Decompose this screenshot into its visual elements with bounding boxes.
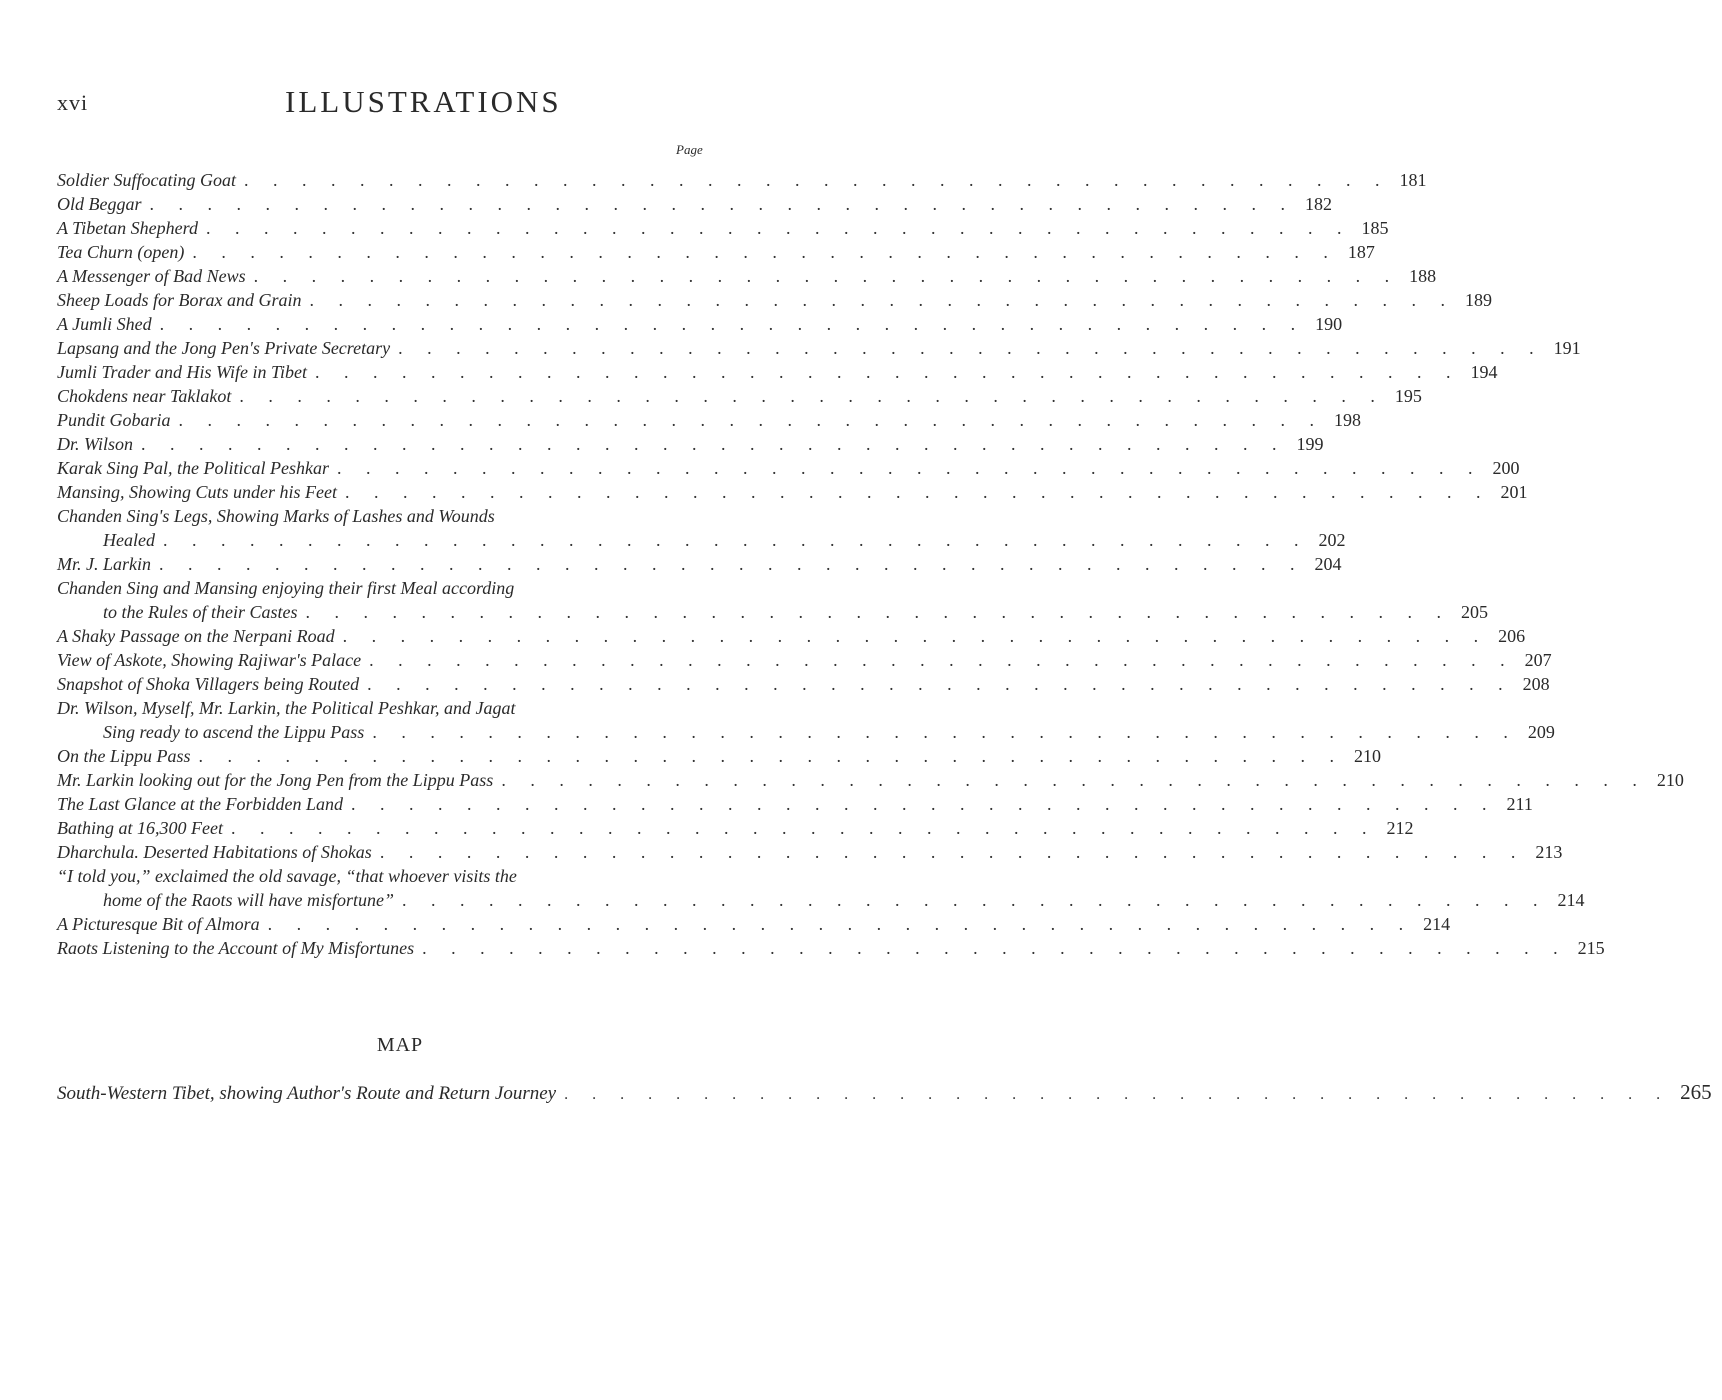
dot-leader: . . . . . . . . . . . . . . . . . . . . . . . . . . . . . . . . . . . . . . . . <box>305 602 1451 622</box>
illustration-page-number: 185 <box>1361 218 1389 238</box>
entry-line <box>57 336 1581 360</box>
illustration-page-number: 209 <box>1527 722 1555 742</box>
illustration-caption: Karak Sing Pal, the Political Peshkar <box>57 458 329 478</box>
illustration-list <box>57 168 1684 960</box>
dot-leader: . . . . . . . . . . . . . . . . . . . . . . . . . . . . . . . . . . . . . . . . <box>564 1086 1671 1103</box>
illustration-caption: Chanden Sing's Legs, Showing Marks of Lashes and Wounds <box>57 506 495 526</box>
illustration-caption: Dr. Wilson <box>57 434 134 454</box>
entry-line <box>57 288 1492 312</box>
entry-line <box>57 768 1684 792</box>
illustration-caption: Sing ready to ascend the Lippu Pass <box>103 722 365 742</box>
entry-line <box>57 936 1605 960</box>
illustration-caption: Bathing at 16,300 Feet <box>57 818 223 838</box>
illustration-caption: On the Lippu Pass <box>57 746 191 766</box>
illustration-caption: Dharchula. Deserted Habitations of Shokas <box>57 842 372 862</box>
dot-leader: . . . . . . . . . . . . . . . . . . . . . . . . . . . . . . . . . . . . . . . . <box>178 410 1325 430</box>
entry-line <box>57 648 1552 672</box>
dot-leader: . . . . . . . . . . . . . . . . . . . . . . . . . . . . . . . . . . . . . . . . <box>198 746 1345 766</box>
list-item <box>57 768 1684 792</box>
entry-line <box>57 432 1324 456</box>
list-item <box>57 168 1427 192</box>
list-item <box>57 216 1389 240</box>
illustration-caption: A Messenger of Bad News <box>57 266 246 286</box>
illustration-caption: A Jumli Shed <box>57 314 152 334</box>
illustration-page-number: 201 <box>1500 482 1528 502</box>
illustration-page-number: 194 <box>1470 362 1498 382</box>
illustration-page-number: 210 <box>1656 770 1684 790</box>
entry-line <box>57 168 1427 192</box>
entry-line <box>57 312 1343 336</box>
entry-line <box>57 480 1528 504</box>
illustration-caption: Sheep Loads for Borax and Grain <box>57 290 302 310</box>
dot-leader: . . . . . . . . . . . . . . . . . . . . . . . . . . . . . . . . . . . . . . . . <box>398 338 1544 358</box>
dot-leader: . . . . . . . . . . . . . . . . . . . . . . . . . . . . . . . . . . . . . . . . <box>351 794 1497 814</box>
entry-line <box>57 552 1342 576</box>
dot-leader: . . . . . . . . . . . . . . . . . . . . . . . . . . . . . . . . . . . . . . . . <box>162 530 1309 550</box>
illustration-page-number: 214 <box>1423 914 1451 934</box>
illustration-caption: Healed <box>103 530 155 550</box>
list-item <box>57 792 1533 816</box>
illustration-page-number: 181 <box>1399 170 1427 190</box>
dot-leader: . . . . . . . . . . . . . . . . . . . . . . . . . . . . . . . . . . . . . . . . <box>501 770 1647 790</box>
illustration-caption: Snapshot of Shoka Villagers being Routed <box>57 674 360 694</box>
illustration-caption: to the Rules of their Castes <box>103 602 298 622</box>
dot-leader: . . . . . . . . . . . . . . . . . . . . . . . . . . . . . . . . . . . . . . . . <box>367 674 1513 694</box>
illustration-caption: View of Askote, Showing Rajiwar's Palace <box>57 650 362 670</box>
illustration-page-number: 213 <box>1535 842 1563 862</box>
illustration-caption: Raots Listening to the Account of My Misfortunes <box>57 938 415 958</box>
illustration-page-number: 191 <box>1553 338 1581 358</box>
list-item <box>57 288 1492 312</box>
list-item <box>57 816 1414 840</box>
list-item <box>57 408 1362 432</box>
list-item <box>57 240 1375 264</box>
entry-line <box>57 696 717 720</box>
illustration-caption: Dr. Wilson, Myself, Mr. Larkin, the Political Peshkar, and Jagat <box>57 698 516 718</box>
entry-line <box>57 744 1382 768</box>
illustration-page-number: 208 <box>1522 674 1550 694</box>
list-item <box>57 648 1552 672</box>
dot-leader: . . . . . . . . . . . . . . . . . . . . . . . . . . . . . . . . . . . . . . . . <box>149 194 1295 214</box>
dot-leader: . . . . . . . . . . . . . . . . . . . . . . . . . . . . . . . . . . . . . . . . <box>336 458 1483 478</box>
list-item <box>57 264 1437 288</box>
illustration-page-number: 190 <box>1315 314 1343 334</box>
entry-line <box>57 576 717 600</box>
entry-line <box>57 240 1375 264</box>
dot-leader: . . . . . . . . . . . . . . . . . . . . . . . . . . . . . . . . . . . . . . . . <box>267 914 1414 934</box>
entry-line <box>57 528 1346 552</box>
entry-line <box>57 600 1488 624</box>
page-title: ILLUSTRATIONS <box>285 84 562 119</box>
list-item <box>57 672 1550 696</box>
illustration-caption: Chanden Sing and Mansing enjoying their first Meal according <box>57 578 515 598</box>
dot-leader: . . . . . . . . . . . . . . . . . . . . . . . . . . . . . . . . . . . . . . . . <box>244 170 1390 190</box>
list-item <box>57 864 1585 912</box>
dot-leader: . . . . . . . . . . . . . . . . . . . . . . . . . . . . . . . . . . . . . . . . <box>345 482 1491 502</box>
illustration-page-number: 189 <box>1465 290 1492 310</box>
entry-line <box>57 216 1389 240</box>
list-item <box>57 840 1563 864</box>
list-item <box>57 360 1498 384</box>
dot-leader: . . . . . . . . . . . . . . . . . . . . . . . . . . . . . . . . . . . . . . . . <box>369 650 1515 670</box>
illustration-page-number: 198 <box>1334 410 1362 430</box>
illustration-page-number: 204 <box>1314 554 1342 574</box>
list-item <box>57 312 1343 336</box>
illustration-page-number: 206 <box>1498 626 1526 646</box>
entry-line <box>57 888 1585 912</box>
illustration-caption: Jumli Trader and His Wife in Tibet <box>57 362 308 382</box>
illustration-caption: A Picturesque Bit of Almora <box>57 914 260 934</box>
dot-leader: . . . . . . . . . . . . . . . . . . . . . . . . . . . . . . . . . . . . . . . . <box>192 242 1338 262</box>
dot-leader: . . . . . . . . . . . . . . . . . . . . . . . . . . . . . . . . . . . . . . . . <box>401 890 1548 910</box>
entry-line <box>57 816 1414 840</box>
entry-line <box>57 264 1437 288</box>
list-item <box>57 696 1555 744</box>
illustration-page-number: 188 <box>1409 266 1437 286</box>
illustration-caption: Old Beggar <box>57 194 142 214</box>
illustration-page-number: 199 <box>1296 434 1324 454</box>
list-item <box>57 936 1605 960</box>
entry-line <box>57 360 1498 384</box>
map-heading: MAP <box>376 1034 424 1056</box>
dot-leader: . . . . . . . . . . . . . . . . . . . . . . . . . . . . . . . . . . . . . . . . <box>253 266 1400 286</box>
dot-leader: . . . . . . . . . . . . . . . . . . . . . . . . . . . . . . . . . . . . . . . . <box>342 626 1489 646</box>
illustration-page-number: 210 <box>1354 746 1382 766</box>
illustration-caption: Chokdens near Taklakot <box>57 386 232 406</box>
list-item <box>57 912 1451 936</box>
illustration-page-number: 215 <box>1577 938 1605 958</box>
list-item <box>57 192 1332 216</box>
dot-leader: . . . . . . . . . . . . . . . . . . . . . . . . . . . . . . . . . . . . . . . . <box>422 938 1568 958</box>
list-item <box>57 744 1382 768</box>
illustration-page-number: 205 <box>1460 602 1488 622</box>
entry-line <box>57 792 1533 816</box>
dot-leader: . . . . . . . . . . . . . . . . . . . . . . . . . . . . . . . . . . . . . . . . <box>159 314 1306 334</box>
map-entry <box>57 1078 1712 1106</box>
list-item <box>57 576 1488 624</box>
dot-leader: . . . . . . . . . . . . . . . . . . . . . . . . . . . . . . . . . . . . . . . . <box>159 554 1305 574</box>
dot-leader: . . . . . . . . . . . . . . . . . . . . . . . . . . . . . . . . . . . . . . . . <box>206 218 1352 238</box>
illustration-caption: Soldier Suffocating Goat <box>57 170 236 190</box>
illustration-caption: A Tibetan Shepherd <box>57 218 198 238</box>
illustration-caption: “I told you,” exclaimed the old savage, “that whoever visits the <box>57 866 517 886</box>
entry-line <box>57 672 1550 696</box>
dot-leader: . . . . . . . . . . . . . . . . . . . . . . . . . . . . . . . . . . . . . . . . <box>141 434 1287 454</box>
dot-leader: . . . . . . . . . . . . . . . . . . . . . . . . . . . . . . . . . . . . . . . . <box>372 722 1518 742</box>
entry-line <box>57 384 1422 408</box>
illustration-caption: home of the Raots will have misfortune” <box>103 890 394 910</box>
illustration-caption: Lapsang and the Jong Pen's Private Secretary <box>57 338 391 358</box>
entry-line <box>57 840 1563 864</box>
list-item <box>57 456 1520 480</box>
entry-line <box>57 408 1362 432</box>
entry-line <box>57 504 717 528</box>
page-column-label: Page <box>676 142 703 157</box>
dot-leader: . . . . . . . . . . . . . . . . . . . . . . . . . . . . . . . . . . . . . . . . <box>379 842 1526 862</box>
dot-leader: . . . . . . . . . . . . . . . . . . . . . . . . . . . . . . . . . . . . . . . . <box>315 362 1461 382</box>
illustration-caption: Tea Churn (open) <box>57 242 185 262</box>
illustration-caption: The Last Glance at the Forbidden Land <box>57 794 343 814</box>
illustration-caption: Mr. Larkin looking out for the Jong Pen from the Lippu Pass <box>57 770 494 790</box>
entry-line <box>57 864 717 888</box>
page-number: xvi <box>57 90 89 115</box>
map-page-number: 265 <box>1680 1080 1712 1104</box>
entry-line <box>57 720 1555 744</box>
entry-line <box>57 912 1451 936</box>
list-item <box>57 624 1526 648</box>
illustration-page-number: 200 <box>1492 458 1520 478</box>
entry-line <box>57 624 1526 648</box>
list-item <box>57 384 1422 408</box>
entry-line <box>57 192 1332 216</box>
illustration-caption: A Shaky Passage on the Nerpani Road <box>57 626 335 646</box>
dot-leader: . . . . . . . . . . . . . . . . . . . . . . . . . . . . . . . . . . . . . . . . <box>239 386 1385 406</box>
map-caption: South-Western Tibet, showing Author's Route and Return Journey <box>57 1083 557 1104</box>
illustration-page-number: 214 <box>1557 890 1585 910</box>
entry-line <box>57 456 1520 480</box>
illustration-page-number: 212 <box>1386 818 1414 838</box>
dot-leader: . . . . . . . . . . . . . . . . . . . . . . . . . . . . . . . . . . . . . . . . <box>230 818 1377 838</box>
list-item <box>57 504 1346 552</box>
illustration-page-number: 182 <box>1305 194 1332 214</box>
illustration-page-number: 207 <box>1524 650 1552 670</box>
list-item <box>57 432 1324 456</box>
illustration-caption: Pundit Gobaria <box>57 410 171 430</box>
illustration-page-number: 202 <box>1318 530 1346 550</box>
list-item <box>57 336 1581 360</box>
illustration-caption: Mr. J. Larkin <box>57 554 151 574</box>
illustration-caption: Mansing, Showing Cuts under his Feet <box>57 482 337 502</box>
illustration-page-number: 187 <box>1347 242 1375 262</box>
list-item <box>57 552 1342 576</box>
list-item <box>57 480 1528 504</box>
illustration-page-number: 211 <box>1506 794 1533 814</box>
illustration-page-number: 195 <box>1394 386 1422 406</box>
dot-leader: . . . . . . . . . . . . . . . . . . . . . . . . . . . . . . . . . . . . . . . . <box>309 290 1455 310</box>
